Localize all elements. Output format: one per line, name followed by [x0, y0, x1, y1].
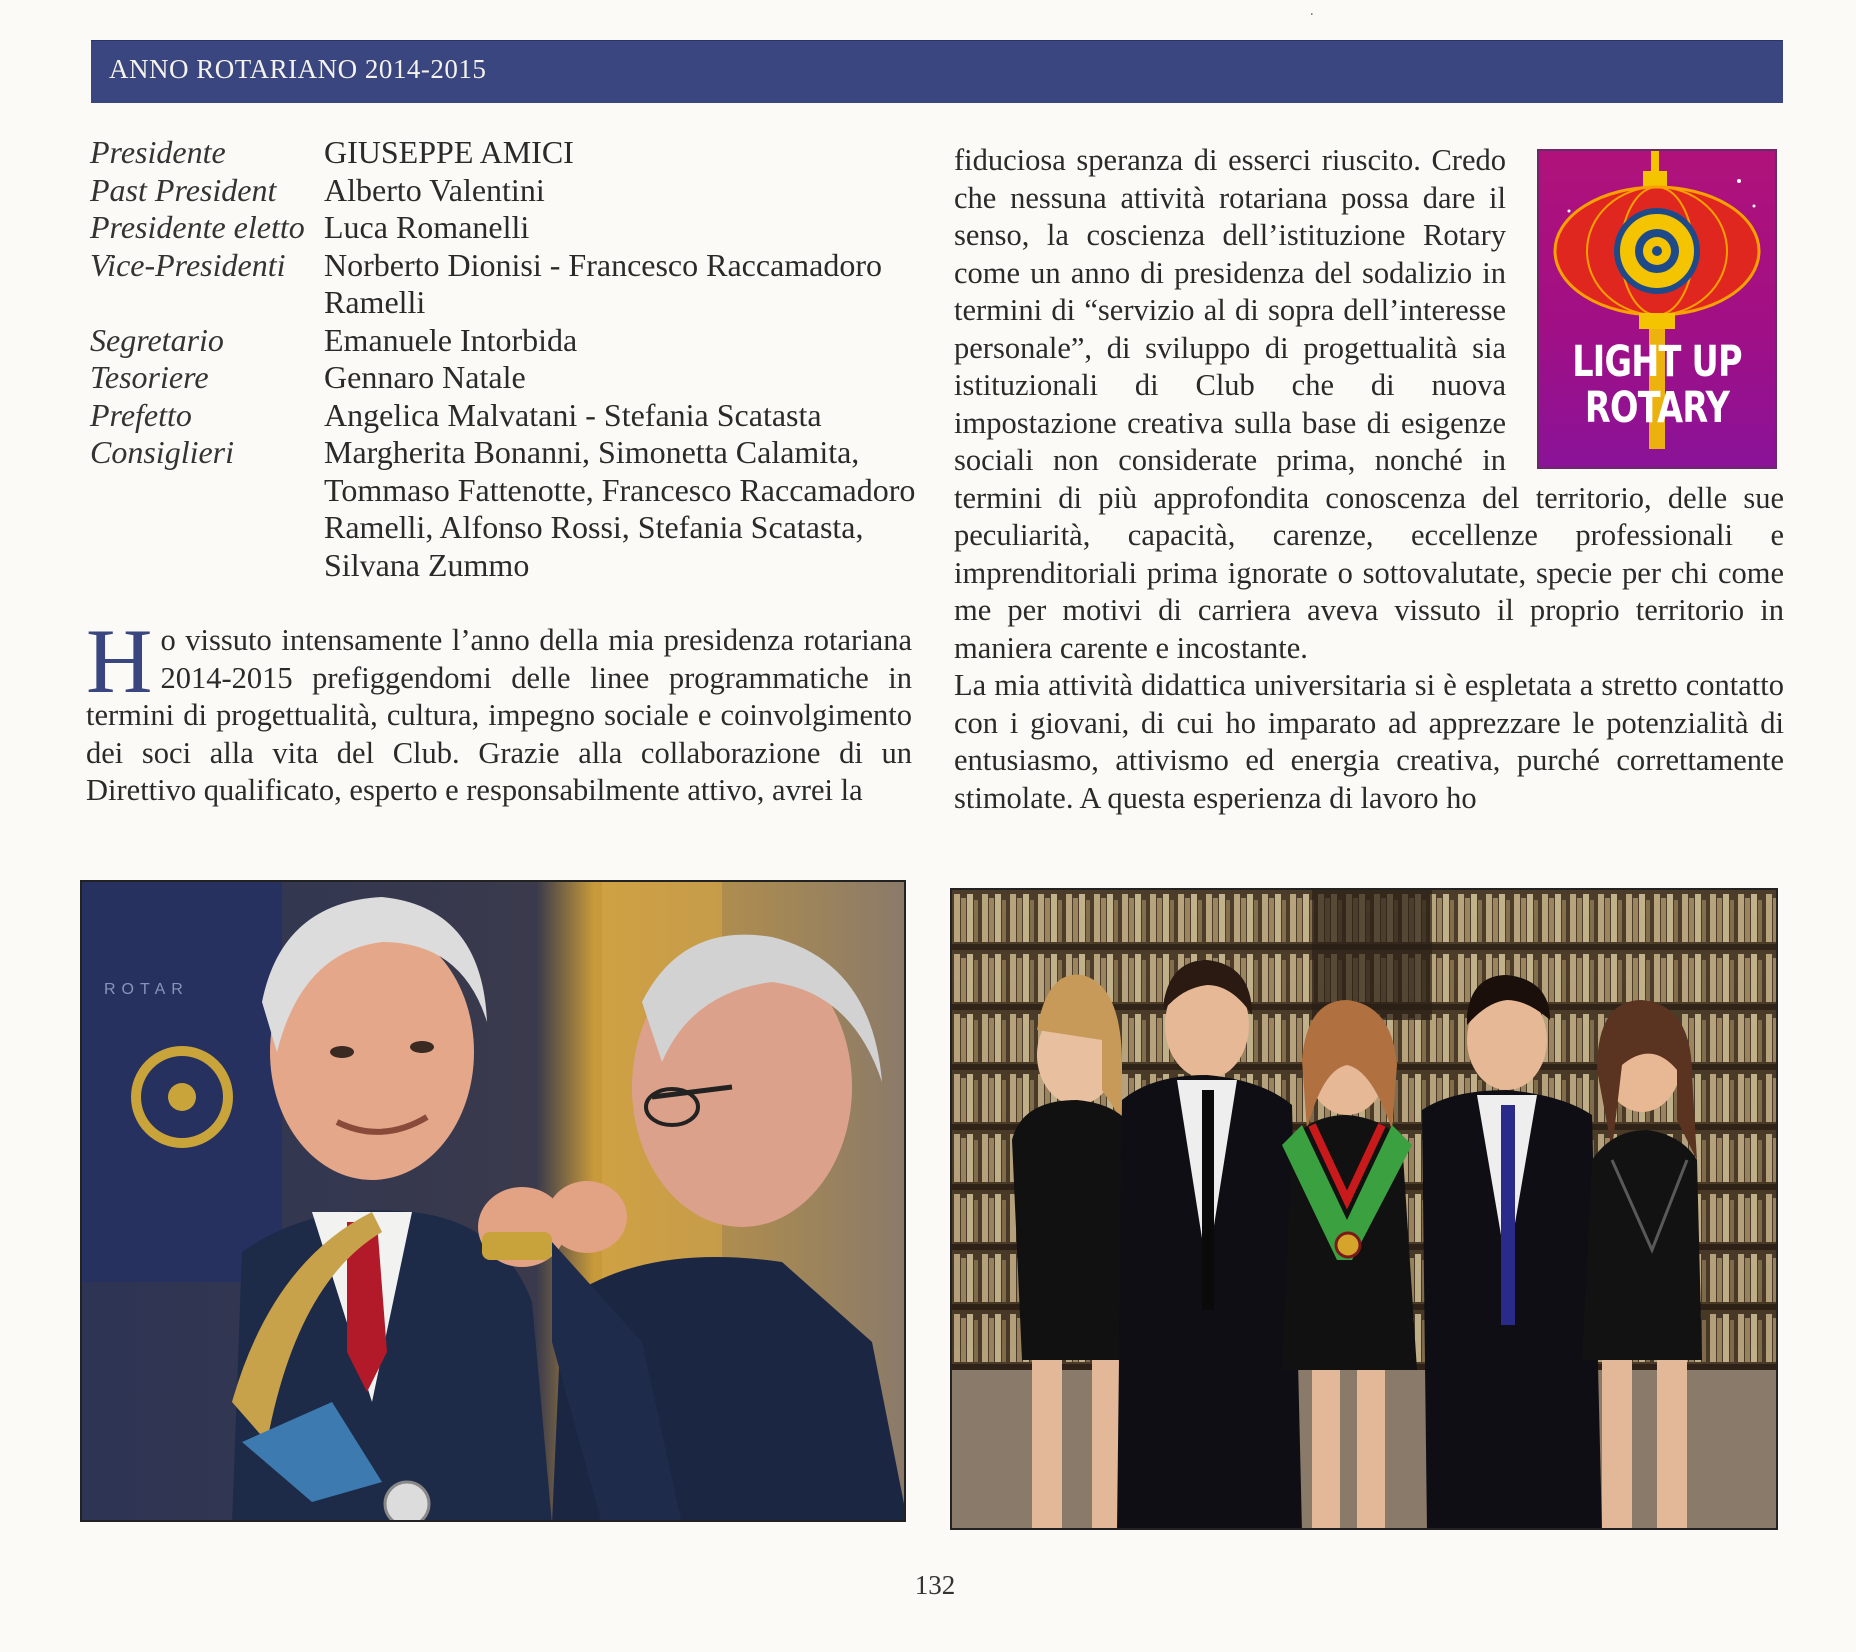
officer-row — [90, 434, 930, 584]
officer-name: Norberto Dionisi - Francesco Raccamadoro Ramelli — [324, 246, 883, 320]
article-paragraph: La mia attività didattica universitaria si è espletata a stretto contatto con i giovani, di cui ho imparato ad apprezzare le potenzialità di entusiasmo, attivismo ed energia creativa, purché correttamente stimolate. A questa esperienza di lavoro ho — [954, 668, 1784, 815]
officer-role: Consiglieri — [90, 434, 235, 470]
officer-name: Emanuele Intorbida — [324, 321, 578, 358]
officer-role: Segretario — [90, 321, 224, 358]
officer-name: Angelica Malvatani - Stefania Scatasta — [324, 396, 822, 433]
scan-speck: ٠ — [1308, 7, 1316, 22]
officer-name: Gennaro Natale — [324, 359, 526, 395]
officer-role: Presidente eletto — [90, 209, 305, 245]
article-left-column — [86, 610, 912, 810]
officer-role: Past President — [90, 171, 277, 208]
badge-caption — [1565, 339, 1749, 431]
photo-illustration — [952, 890, 1778, 1530]
officer-row — [90, 209, 930, 247]
photo-collar-ceremony — [80, 880, 906, 1522]
article-paragraph: fiduciosa speranza di esserci riuscito. Credo che nessuna attività rotariana possa dare il senso, la coscienza dell’istituzione Rotary come un anno di presidenza del sodalizio in termini di “servizio al di sopra dell’interesse personale”, di sviluppo di progettualità sia istituzionali di Club che di nuova impostazione creativa sulla base di esigenze sociali non considerate prima, nonché in termini di più approfondita conoscenza del territorio, delle sue peculiarità, capacità, carenze, eccellenze professionali e imprenditoriali prima ignorate o sottovalutate, specie per chi come me per motivi di carriera aveva vissuto il proprio territorio in maniera carente e incostante. — [954, 143, 1784, 665]
section-title: ANNO ROTARIANO 2014-2015 — [109, 54, 487, 84]
light-up-rotary-logo — [1537, 149, 1777, 469]
officer-row — [90, 247, 930, 322]
officer-role: Prefetto — [90, 396, 192, 433]
page-number: 132 — [914, 1570, 956, 1600]
officer-row — [90, 134, 930, 172]
officer-row — [90, 359, 930, 397]
officer-role: Vice-Presidenti — [90, 246, 286, 283]
officer-name: Margherita Bonanni, Simonetta Calamita, Tommaso Fattenotte, Francesco Raccamadoro Ramelli, Alfonso Rossi, Stefania Scatasta, Silvana Zummo — [324, 434, 916, 583]
article-paragraph: o vissuto intensamente l’anno della mia presidenza rotariana 2014-2015 prefiggendomi delle linee programmatiche in termini di progettualità, cultura, impegno sociale e coinvolgimento dei soci alla vita del Club. Grazie alla collaborazione di un Direttivo qualificato, esperto e responsabilmente attivo, avrei la — [86, 623, 912, 807]
officer-role: Presidente — [90, 134, 226, 170]
banner-text: ROTAR — [104, 981, 189, 998]
officer-role: Tesoriere — [90, 359, 209, 395]
officers-list — [90, 134, 930, 584]
officer-row — [90, 322, 930, 360]
officer-name: Luca Romanelli — [324, 209, 530, 245]
drop-cap: H — [86, 610, 153, 712]
photo-group-library — [950, 888, 1778, 1530]
officer-row — [90, 172, 930, 210]
badge-line: ROTARY — [1584, 383, 1730, 433]
officer-name: Alberto Valentini — [324, 171, 545, 208]
officer-row — [90, 397, 930, 435]
photo-illustration — [82, 882, 906, 1522]
officer-name: GIUSEPPE AMICI — [324, 134, 574, 170]
badge-line: LIGHT UP — [1572, 337, 1742, 387]
section-header — [91, 40, 1783, 103]
